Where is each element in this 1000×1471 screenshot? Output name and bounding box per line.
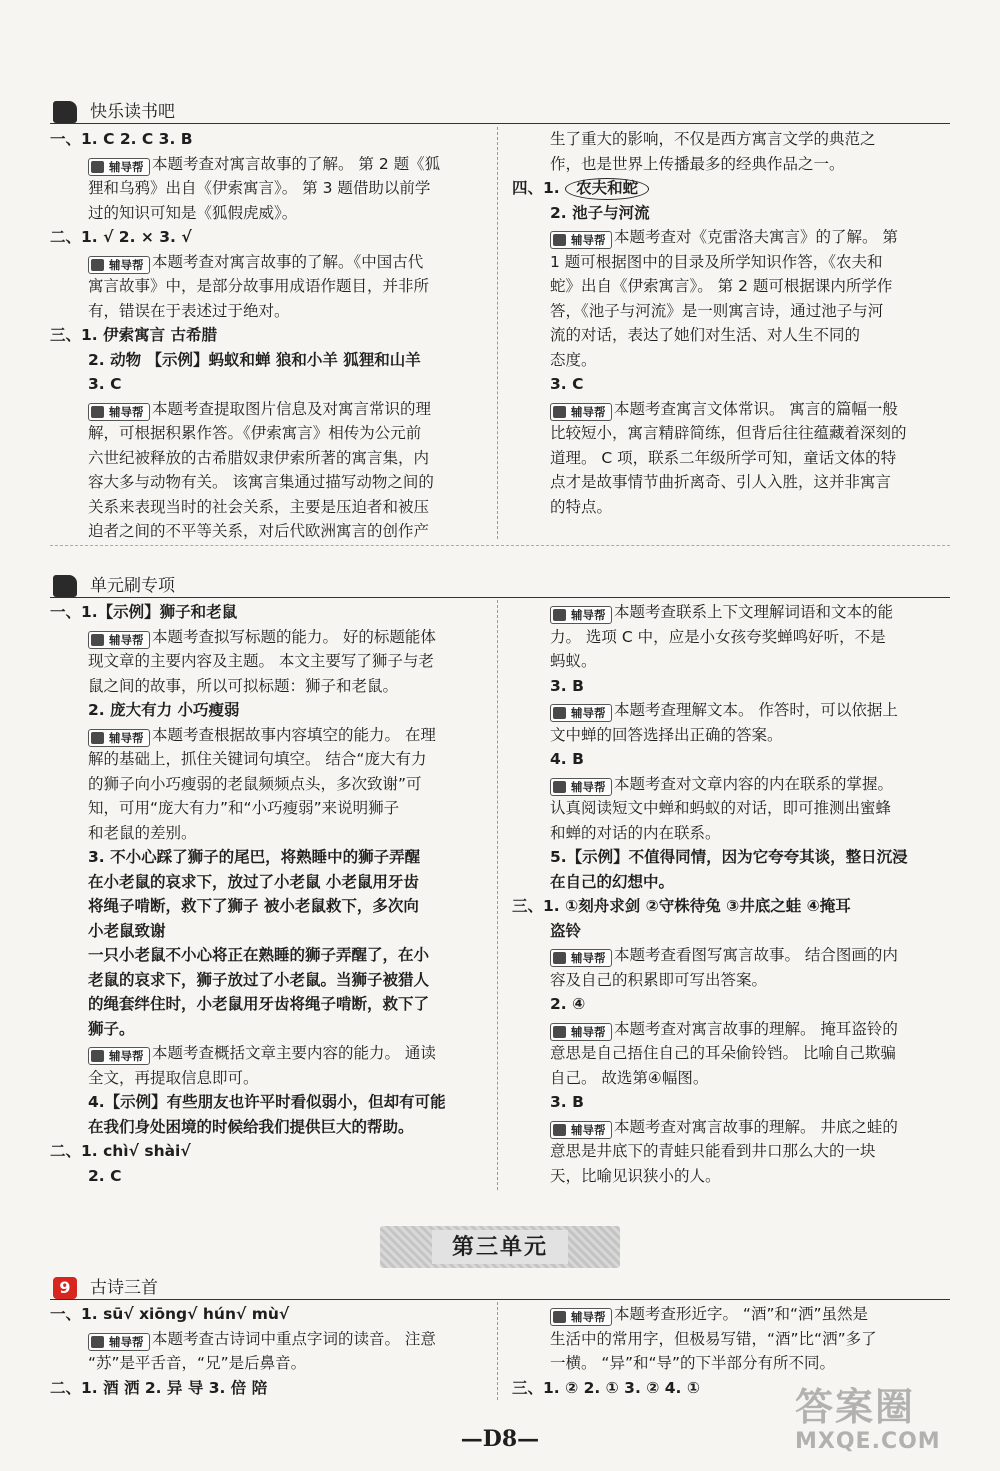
answer-line	[512, 992, 952, 1017]
answer-line	[512, 225, 952, 250]
s3-left-column	[50, 1302, 490, 1400]
answer-text: 蚂蚁。	[550, 652, 597, 670]
answer-text: 点才是故事情节曲折离奇、引人入胜，这并非寓言	[550, 473, 892, 491]
answer-line	[512, 1066, 952, 1091]
answer-text: 3. B	[550, 1093, 584, 1111]
answer-line	[50, 1115, 490, 1140]
answer-line	[512, 1327, 952, 1352]
unit-title: 第三单元	[432, 1230, 568, 1264]
answer-line	[50, 1302, 490, 1327]
answer-line	[512, 723, 952, 748]
circled-answer: 农夫和蛇	[565, 178, 649, 200]
answer-text: 3. C	[550, 375, 584, 393]
answer-text: 狮子。	[88, 1019, 135, 1038]
answer-line	[512, 698, 952, 723]
answer-line	[50, 1066, 490, 1091]
answer-text: 和蝉的对话的内在联系。	[550, 823, 721, 842]
answer-text: 流的对话，表达了她们对生活、对人生不同的	[550, 326, 861, 344]
section-header-ancient-poems	[50, 1276, 950, 1300]
column-divider	[497, 1302, 498, 1400]
lesson-number-badge: 9	[53, 1277, 77, 1299]
answer-line	[50, 747, 490, 772]
answer-line	[50, 176, 490, 201]
answer-line	[50, 1139, 490, 1164]
answer-text: 蛇》出自《伊索寓言》。 第 2 题可根据课内所学作	[550, 277, 893, 295]
answer-line	[512, 446, 952, 471]
answer-line	[50, 1327, 490, 1352]
answer-line	[512, 348, 952, 373]
answer-text: 3. 不小心踩了狮子的尾巴，将熟睡中的狮子弄醒	[88, 848, 421, 866]
answer-text: 本题考查概括文章主要内容的能力。 通读	[152, 1044, 436, 1062]
answer-text: 生活中的常用字，但极易写错，“酒”比“洒”多了	[550, 1329, 877, 1348]
answer-text: 的绳套绊住时，小老鼠用牙齿将绳子啃断，救下了	[88, 995, 430, 1013]
answer-line	[50, 1041, 490, 1066]
answer-text: 2. 庞大有力 小巧瘦弱	[88, 701, 240, 719]
tutor-help-tag: 辅导帮	[550, 606, 612, 624]
answer-text: “苏”是平舌音，“兄”是后鼻音。	[88, 1354, 307, 1372]
answer-text: 本题考查对文章内容的内在联系的掌握。	[614, 774, 894, 793]
answer-text: 本题考查拟写标题的能力。 好的标题能体	[152, 627, 436, 646]
column-divider	[497, 127, 498, 539]
tutor-help-tag: 辅导帮	[88, 1333, 150, 1351]
answer-text: 本题考查形近字。 “酒”和“洒”虽然是	[614, 1305, 869, 1323]
tutor-help-tag: 辅导帮	[550, 1121, 612, 1139]
answer-text: 4. B	[550, 750, 584, 768]
answer-line	[50, 845, 490, 870]
answer-line	[50, 274, 490, 299]
answer-line	[512, 274, 952, 299]
answer-text: 知，可用“庞大有力”和“小巧瘦弱”来说明狮子	[88, 799, 400, 817]
answer-line	[50, 1351, 490, 1376]
answer-line	[512, 397, 952, 422]
answer-text: 和老鼠的差别。	[88, 823, 197, 842]
watermark-line2: MXQE.COM	[795, 1429, 941, 1454]
tutor-help-tag: 辅导帮	[550, 231, 612, 249]
answer-text: 二、1. chì√ shài√	[50, 1142, 191, 1160]
answer-line	[50, 470, 490, 495]
answer-line	[512, 649, 952, 674]
answer-text: 本题考查提取图片信息及对寓言常识的理	[152, 399, 432, 418]
answer-line	[512, 1164, 952, 1189]
answer-text: 全文，再提取信息即可。	[88, 1068, 259, 1087]
answer-line	[50, 796, 490, 821]
answer-text: 天，比喻见识狭小的人。	[550, 1166, 721, 1185]
answer-text: 容及自己的积累即可写出答案。	[550, 970, 768, 989]
answer-text: 三、1. ①刻舟求剑 ②守株待兔 ③井底之蛙 ④掩耳	[512, 897, 851, 915]
answer-line	[512, 299, 952, 324]
answer-text: 3. B	[550, 676, 584, 695]
answer-line	[512, 845, 952, 870]
answer-text: 在小老鼠的哀求下，放过了小老鼠 小老鼠用牙齿	[88, 872, 419, 891]
answer-line	[50, 299, 490, 324]
answer-text: 三、1. 伊索寓言 古希腊	[50, 326, 217, 344]
answer-text: 一、1.【示例】狮子和老鼠	[50, 603, 238, 621]
answer-text: 一只小老鼠不小心将正在熟睡的狮子弄醒了，在小	[88, 946, 430, 964]
section-header-unit-practice	[50, 574, 950, 598]
tutor-help-tag: 辅导帮	[550, 949, 612, 967]
answer-line	[512, 1090, 952, 1115]
answer-text: 一横。 “异”和“导”的下半部分有所不同。	[550, 1354, 836, 1372]
answer-line	[50, 723, 490, 748]
answer-line	[512, 470, 952, 495]
answer-text: 小老鼠致谢	[88, 921, 166, 940]
answer-line	[50, 698, 490, 723]
answer-line	[50, 1090, 490, 1115]
s1-right-column	[512, 127, 952, 519]
answer-text: 迫者之间的不平等关系，对后代欧洲寓言的创作产	[88, 522, 430, 540]
answer-line	[512, 821, 952, 846]
tutor-help-tag: 辅导帮	[88, 256, 150, 274]
tutor-help-tag: 辅导帮	[550, 1308, 612, 1326]
answer-line	[512, 943, 952, 968]
answer-text: 文中蝉的回答选择出正确的答案。	[550, 725, 783, 744]
answer-line	[512, 127, 952, 152]
answer-text: 5.【示例】不值得同情，因为它夸夸其谈，整日沉浸	[550, 848, 908, 866]
answer-text: 鼠之间的故事，所以可拟标题：狮子和老鼠。	[88, 676, 399, 695]
answer-line	[50, 600, 490, 625]
answer-line	[50, 943, 490, 968]
s2-left-column	[50, 600, 490, 1188]
answer-line	[512, 1351, 952, 1376]
answer-text: 本题考查对寓言故事的理解。 井底之蛙的	[614, 1117, 898, 1136]
answer-line	[50, 821, 490, 846]
answer-text: 2. 动物 【示例】蚂蚁和蝉 狼和小羊 狐狸和山羊	[88, 350, 421, 369]
answer-line	[50, 649, 490, 674]
answer-line	[512, 772, 952, 797]
answer-text: 关系来表现当时的社会关系，主要是压迫者和被压	[88, 497, 430, 516]
answer-text: 一、1. sū√ xiōng√ hún√ mù√	[50, 1305, 290, 1323]
answer-text: 现文章的主要内容及主题。 本文主要写了狮子与老	[88, 652, 434, 670]
section-title: 快乐读书吧	[90, 102, 175, 122]
answer-line	[512, 1139, 952, 1164]
section-title: 古诗三首	[90, 1278, 158, 1298]
answer-line	[50, 625, 490, 650]
answer-line	[50, 674, 490, 699]
tutor-help-tag: 辅导帮	[88, 403, 150, 421]
answer-text: 本题考查根据故事内容填空的能力。 在理	[152, 725, 436, 744]
answer-line	[512, 323, 952, 348]
answer-line	[512, 421, 952, 446]
answer-line	[512, 152, 952, 177]
answer-line	[512, 796, 952, 821]
watermark-line1: 答案圈	[795, 1385, 916, 1429]
answer-text: 答，《池子与河流》是一则寓言诗，通过池子与河	[550, 301, 884, 320]
answer-line	[512, 1302, 952, 1327]
answer-text: 1 题可根据图中的目录及所学知识作答，《农夫和	[550, 252, 883, 271]
answer-line	[50, 152, 490, 177]
answer-text: 盗铃	[550, 921, 582, 940]
section-marker-icon	[53, 575, 77, 597]
tutor-help-tag: 辅导帮	[550, 403, 612, 421]
answer-line	[50, 495, 490, 520]
answer-text: 本题考查对寓言故事的了解。 第 2 题《狐	[152, 154, 441, 173]
answer-line	[512, 870, 952, 895]
section-separator	[50, 545, 950, 546]
answer-line	[512, 894, 952, 919]
tutor-help-tag: 辅导帮	[88, 631, 150, 649]
answer-text: 2. 池子与河流	[550, 203, 650, 222]
answer-line	[512, 1017, 952, 1042]
answer-line	[512, 1041, 952, 1066]
tutor-help-tag: 辅导帮	[550, 1023, 612, 1041]
answer-text: 态度。	[550, 350, 597, 369]
answer-line	[50, 968, 490, 993]
tutor-help-tag: 辅导帮	[550, 704, 612, 722]
answer-line	[50, 1164, 490, 1189]
s1-left-column	[50, 127, 490, 544]
answer-text: 本题考查古诗词中重点字词的读音。 注意	[152, 1329, 436, 1348]
answer-line	[50, 225, 490, 250]
answer-line	[512, 919, 952, 944]
answer-text: 的特点。	[550, 497, 613, 516]
answer-line	[50, 919, 490, 944]
answer-text: 本题考查寓言文体常识。 寓言的篇幅一般	[614, 399, 898, 418]
answer-text: 过的知识可知是《狐假虎威》。	[88, 203, 298, 222]
answer-text: 解，可根据积累作答。《伊索寓言》相传为公元前	[88, 424, 422, 442]
answer-line	[50, 446, 490, 471]
answer-line	[512, 495, 952, 520]
answer-line	[50, 250, 490, 275]
answer-text: 2. ④	[550, 995, 586, 1013]
answer-text: 容大多与动物有关。 该寓言集通过描写动物之间的	[88, 473, 434, 491]
answer-text: 寓言故事》中，是部分故事用成语作题目，并非所	[88, 277, 430, 295]
answer-text: 二、1. √ 2. × 3. √	[50, 228, 192, 246]
answer-text: 意思是自己捂住自己的耳朵偷铃铛。 比喻自己欺骗	[550, 1044, 896, 1062]
answer-line	[50, 1376, 490, 1401]
answer-text: 意思是井底下的青蛙只能看到井口那么大的一块	[550, 1142, 876, 1160]
section-header-happy-reading	[50, 100, 950, 124]
answer-text: 2. C	[88, 1166, 122, 1185]
answer-text: 3. C	[88, 375, 122, 393]
answer-text: 本题考查联系上下文理解词语和文本的能	[614, 603, 894, 621]
answer-line	[512, 747, 952, 772]
page-number: —D8—	[460, 1426, 540, 1452]
answer-text: 本题考查理解文本。 作答时，可以依据上	[614, 701, 898, 719]
answer-text: 4.【示例】有些朋友也许平时看似弱小，但却有可能	[88, 1093, 446, 1111]
answer-text: 六世纪被释放的古希腊奴隶伊索所著的寓言集，内	[88, 448, 430, 467]
answer-line	[50, 421, 490, 446]
answer-text: 自己。 故选第④幅图。	[550, 1068, 709, 1087]
answer-text: 一、1. C 2. C 3. B	[50, 130, 193, 148]
answer-line	[512, 674, 952, 699]
section-title: 单元刷专项	[90, 576, 175, 596]
answer-line	[50, 323, 490, 348]
answer-line	[50, 894, 490, 919]
answer-text: 狸和乌鸦》出自《伊索寓言》。 第 3 题借助以前学	[88, 179, 431, 197]
answer-text: 本题考查对寓言故事的了解。《中国古代	[152, 252, 424, 271]
answer-line	[50, 201, 490, 226]
s2-right-column	[512, 600, 952, 1188]
column-divider	[497, 600, 498, 1190]
tutor-help-tag: 辅导帮	[550, 778, 612, 796]
answer-text: 老鼠的哀求下，狮子放过了小老鼠。当狮子被猎人	[88, 970, 430, 989]
unit-banner	[380, 1226, 620, 1268]
answer-line	[50, 348, 490, 373]
answer-text: 本题考查对寓言故事的理解。 掩耳盗铃的	[614, 1019, 898, 1038]
answer-line	[512, 600, 952, 625]
answer-line	[50, 992, 490, 1017]
answer-line	[512, 968, 952, 993]
answer-text: 认真阅读短文中蝉和蚂蚁的对话，即可推测出蜜蜂	[550, 799, 892, 817]
answer-text: 生了重大的影响，不仅是西方寓言文学的典范之	[550, 130, 876, 148]
answer-line	[50, 870, 490, 895]
answer-text: 的狮子向小巧瘦弱的老鼠频频点头，多次致谢”可	[88, 774, 422, 793]
answer-text: 作，也是世界上传播最多的经典作品之一。	[550, 154, 845, 173]
answer-line	[50, 397, 490, 422]
answer-line	[50, 772, 490, 797]
tutor-help-tag: 辅导帮	[88, 1047, 150, 1065]
answer-text: 在我们身处困境的时候给我们提供巨大的帮助。	[88, 1117, 414, 1136]
answer-line	[50, 372, 490, 397]
answer-text: 力。 选项 C 中，应是小女孩夸奖蝉鸣好听，不是	[550, 627, 886, 646]
answer-text: 道理。 C 项，联系二年级所学可知，童话文体的特	[550, 448, 897, 467]
answer-text: 二、1. 酒 洒 2. 异 导 3. 倍 陪	[50, 1378, 268, 1397]
answer-line	[50, 127, 490, 152]
answer-text: 在自己的幻想中。	[550, 872, 675, 891]
watermark	[795, 1385, 995, 1465]
answer-line	[512, 201, 952, 226]
answer-text: 三、1. ② 2. ① 3. ② 4. ①	[512, 1378, 700, 1397]
answer-line	[512, 625, 952, 650]
answer-text: 有，错误在于表述过于绝对。	[88, 301, 290, 320]
answer-line	[512, 176, 952, 201]
answer-line	[50, 519, 490, 544]
answer-line	[512, 1115, 952, 1140]
answer-line	[512, 250, 952, 275]
answer-text: 四、1.	[512, 179, 566, 197]
answer-text: 比较短小，寓言精辟简练，但背后往往蕴藏着深刻的	[550, 424, 907, 442]
section-marker-icon	[53, 101, 77, 123]
answer-text: 解的基础上，抓住关键词句填空。 结合“庞大有力	[88, 750, 427, 768]
answer-text: 将绳子啃断，救下了狮子 被小老鼠救下，多次向	[88, 897, 419, 915]
answer-line	[512, 372, 952, 397]
tutor-help-tag: 辅导帮	[88, 158, 150, 176]
tutor-help-tag: 辅导帮	[88, 729, 150, 747]
answer-line	[50, 1017, 490, 1042]
answer-text: 本题考查看图写寓言故事。 结合图画的内	[614, 946, 898, 964]
answer-text: 本题考查对《克雷洛夫寓言》的了解。 第	[614, 228, 898, 246]
